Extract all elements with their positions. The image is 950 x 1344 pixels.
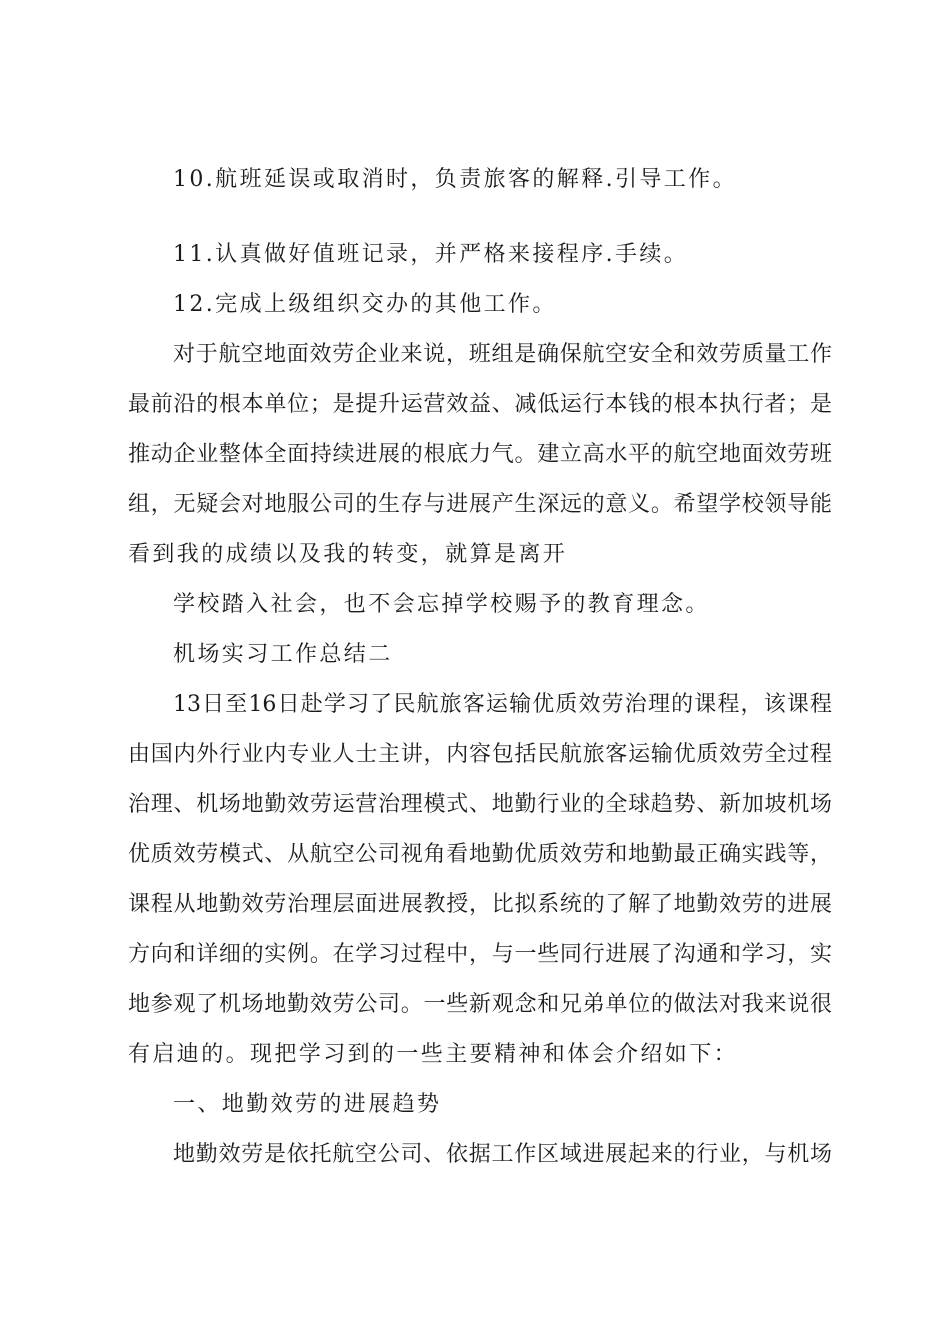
paragraph-line: 对于航空地面效劳企业来说，班组是确保航空安全和效劳质量工作: [173, 342, 832, 367]
list-item: 12.完成上级组织交办的其他工作。: [173, 292, 557, 317]
paragraph-line: 优质效劳模式、从航空公司视角看地勤优质效劳和地勤最正确实践等，: [128, 842, 832, 867]
paragraph-line: 13日至16日赴学习了民航旅客运输优质效劳治理的课程，该课程: [173, 692, 832, 717]
paragraph-line: 治理、机场地勤效劳运营治理模式、地勤行业的全球趋势、新加坡机场: [128, 792, 832, 817]
section-title: 机场实习工作总结二: [173, 642, 393, 667]
paragraph-line: 由国内外行业内专业人士主讲，内容包括民航旅客运输优质效劳全过程: [128, 742, 832, 767]
paragraph-line: 地参观了机场地勤效劳公司。一些新观念和兄弟单位的做法对我来说很: [128, 992, 832, 1017]
paragraph-line: 学校踏入社会，也不会忘掉学校赐予的教育理念。: [173, 592, 710, 617]
list-item: 10.航班延误或取消时，负责旅客的解释.引导工作。: [173, 167, 737, 192]
list-item: 11.认真做好值班记录，并严格来接程序.手续。: [173, 242, 689, 267]
paragraph-line: 组，无疑会对地服公司的生存与进展产生深远的意义。希望学校领导能: [128, 492, 832, 517]
paragraph-line: 课程从地勤效劳治理层面进展教授，比拟系统的了解了地勤效劳的进展: [128, 892, 832, 917]
paragraph-line: 有启迪的。现把学习到的一些主要精神和体会介绍如下：: [128, 1042, 739, 1067]
paragraph-line: 方向和详细的实例。在学习过程中，与一些同行进展了沟通和学习，实: [128, 942, 832, 967]
paragraph-line: 最前沿的根本单位；是提升运营效益、减低运行本钱的根本执行者；是: [128, 392, 832, 417]
paragraph-line: 推动企业整体全面持续进展的根底力气。建立高水平的航空地面效劳班: [128, 442, 832, 467]
section-heading: 一、地勤效劳的进展趋势: [173, 1092, 442, 1117]
paragraph-line: 看到我的成绩以及我的转变，就算是离开: [128, 542, 568, 567]
paragraph-line: 地勤效劳是依托航空公司、依据工作区域进展起来的行业，与机场: [173, 1142, 832, 1167]
